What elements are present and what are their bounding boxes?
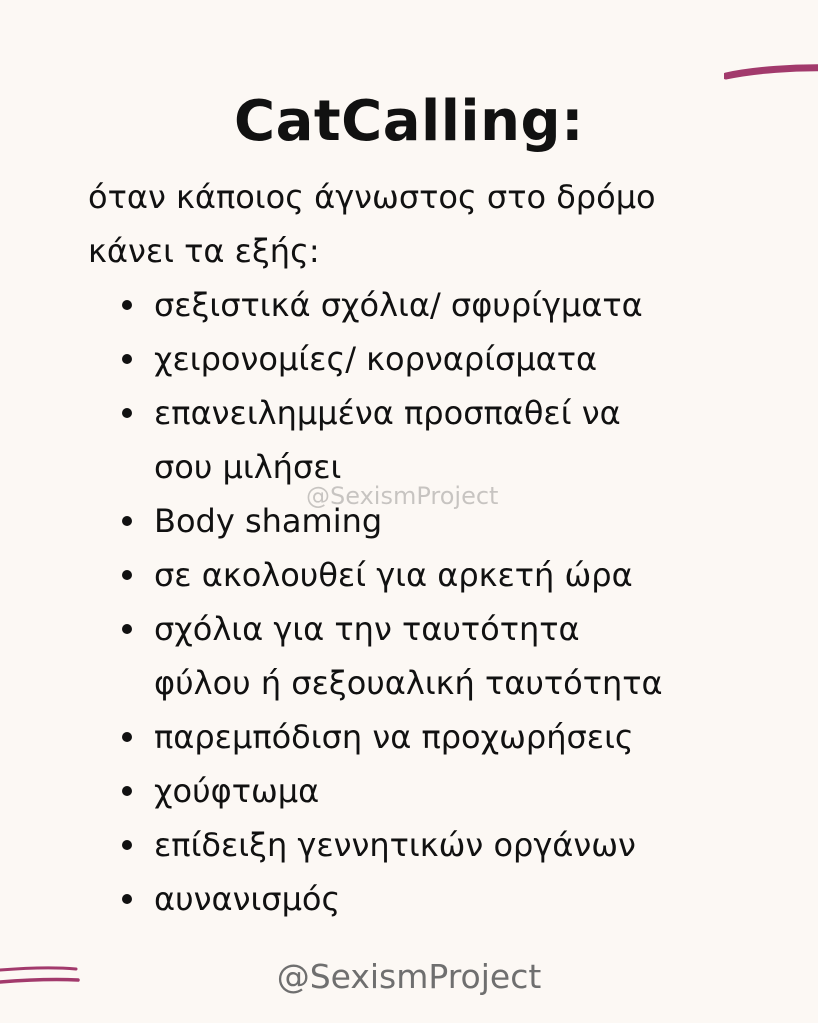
list-item-text: επίδειξη γεννητικών οργάνων [154,826,636,864]
watermark-text: @SexismProject [306,482,499,510]
bullet-dot-icon [122,840,132,850]
list-item [120,602,800,710]
bullet-dot-icon [122,894,132,904]
list-item-text: σεξιστικά σχόλια/ σφυρίγματα [154,286,643,324]
footer-handle: @SexismProject [276,957,542,996]
list-item-text: χειρονομίες/ κορναρίσματα [154,340,598,378]
list-item [120,332,800,386]
bullet-dot-icon [122,732,132,742]
list-item-text: Body shaming [154,502,383,540]
list-item-text: σε ακολουθεί για αρκετή ώρα [154,556,633,594]
list-item [120,818,800,872]
bullet-dot-icon [122,786,132,796]
list-item [120,278,800,332]
bullet-dot-icon [122,300,132,310]
intro-line-2: κάνει τα εξής: [88,232,320,270]
list-item-text: σχόλια για την ταυτότητα [154,610,580,648]
bullet-dot-icon [122,570,132,580]
catcalling-examples-list [120,278,800,926]
list-item-text: χούφτωμα [154,772,320,810]
bullet-dot-icon [122,624,132,634]
intro-line-1: όταν κάποιος άγνωστος στο δρόμο [88,178,656,216]
list-item [120,548,800,602]
page-title: CatCalling: [234,89,584,154]
list-item [120,872,800,926]
bullet-dot-icon [122,354,132,364]
intro-text [88,170,788,278]
list-item-text: σου μιλήσει [154,448,342,486]
list-item-text: παρεμπόδιση να προχωρήσεις [154,718,634,756]
list-item-text: αυνανισμός [154,880,341,918]
list-item-text: επανειλημμένα προσπαθεί να [154,394,621,432]
list-item-text: φύλου ή σεξουαλική ταυτότητα [154,664,663,702]
bullet-dot-icon [122,516,132,526]
decorative-brush-stroke-top [724,60,818,84]
list-item [120,710,800,764]
list-item [120,764,800,818]
bullet-dot-icon [122,408,132,418]
